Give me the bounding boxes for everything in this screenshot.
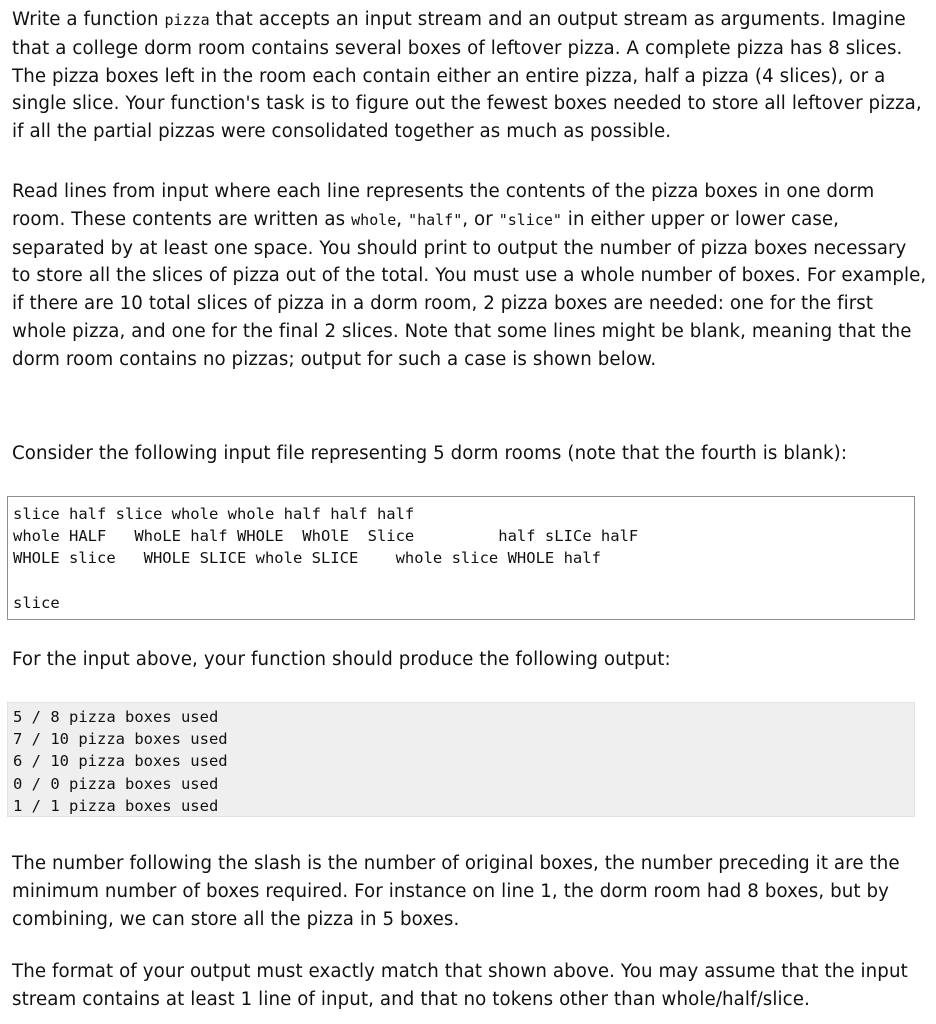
token-slice-code: "slice" xyxy=(498,210,562,229)
example-intro-paragraph: Consider the following input file representing 5 dorm rooms (note that the fourth is blank): xyxy=(12,443,848,464)
input-example-block xyxy=(7,496,915,620)
input-format-text-3: , or xyxy=(462,208,499,230)
output-line: 6 / 10 pizza boxes used xyxy=(13,752,228,771)
function-name-code: pizza xyxy=(164,11,210,29)
output-example-block xyxy=(7,702,915,817)
input-line: slice half slice whole whole half half half xyxy=(13,505,415,523)
input-format-paragraph xyxy=(12,178,927,374)
output-line: 5 / 8 pizza boxes used xyxy=(13,708,219,726)
format-note-paragraph: The format of your output must exactly match that shown above. You may assume that the input stream contains at least 1 line of input, and that no tokens other than whole/half/slice. xyxy=(12,961,908,1010)
input-format-text-4: in either upper or lower case, separated by at least one space. You should print to output the number of pizza boxes necessary to store all the slices of pizza out of the total. You must use a whole number of boxes. For example, if there are 10 total slices of pizza in a dorm room, 2 pizza boxes are needed: one for the first whole pizza, and one for the final 2 slices. Note that some lines might be blank, meaning that the dorm room contains no pizzas; output for such a case is shown below. xyxy=(12,208,927,370)
output-line: 7 / 10 pizza boxes used xyxy=(13,730,228,749)
intro-text-start: Write a function xyxy=(12,9,165,30)
intro-text-rest: that accepts an input stream and an output stream as arguments. Imagine that a college dorm room contains several boxes of leftover pizza. A complete pizza has 8 slices. The pizza boxes left in the room each contain either an entire pizza, half a pizza (4 slices), or a single slice. Your function's task is to figure out the fewest boxes needed to store all leftover pizza, if all the partial pizzas were consolidated together as much as possible. xyxy=(12,9,922,143)
input-format-text-2: , xyxy=(396,208,409,230)
input-line: whole HALF WhoLE half WHOLE WhOlE Slice half sLICe halF xyxy=(13,527,639,546)
token-whole-code: whole xyxy=(351,210,397,229)
output-line: 1 / 1 pizza boxes used xyxy=(13,796,219,815)
intro-paragraph xyxy=(12,6,927,146)
input-format-text-1: Read lines from input where each line represents the contents of the pizza boxes in one dorm room. These contents are written as xyxy=(12,181,875,230)
input-line xyxy=(13,570,914,592)
input-line: slice xyxy=(13,593,60,612)
explanation-paragraph: The number following the slash is the number of original boxes, the number preceding it are the minimum number of boxes required. For instance on line 1, the dorm room had 8 boxes, but by combining, we can store all the pizza in 5 boxes. xyxy=(12,853,900,930)
input-line: WHOLE slice WHOLE SLICE whole SLICE whole slice WHOLE half xyxy=(13,549,601,568)
output-intro-paragraph: For the input above, your function should produce the following output: xyxy=(12,649,671,670)
token-half-code: "half" xyxy=(408,210,463,229)
output-line: 0 / 0 pizza boxes used xyxy=(13,774,219,793)
